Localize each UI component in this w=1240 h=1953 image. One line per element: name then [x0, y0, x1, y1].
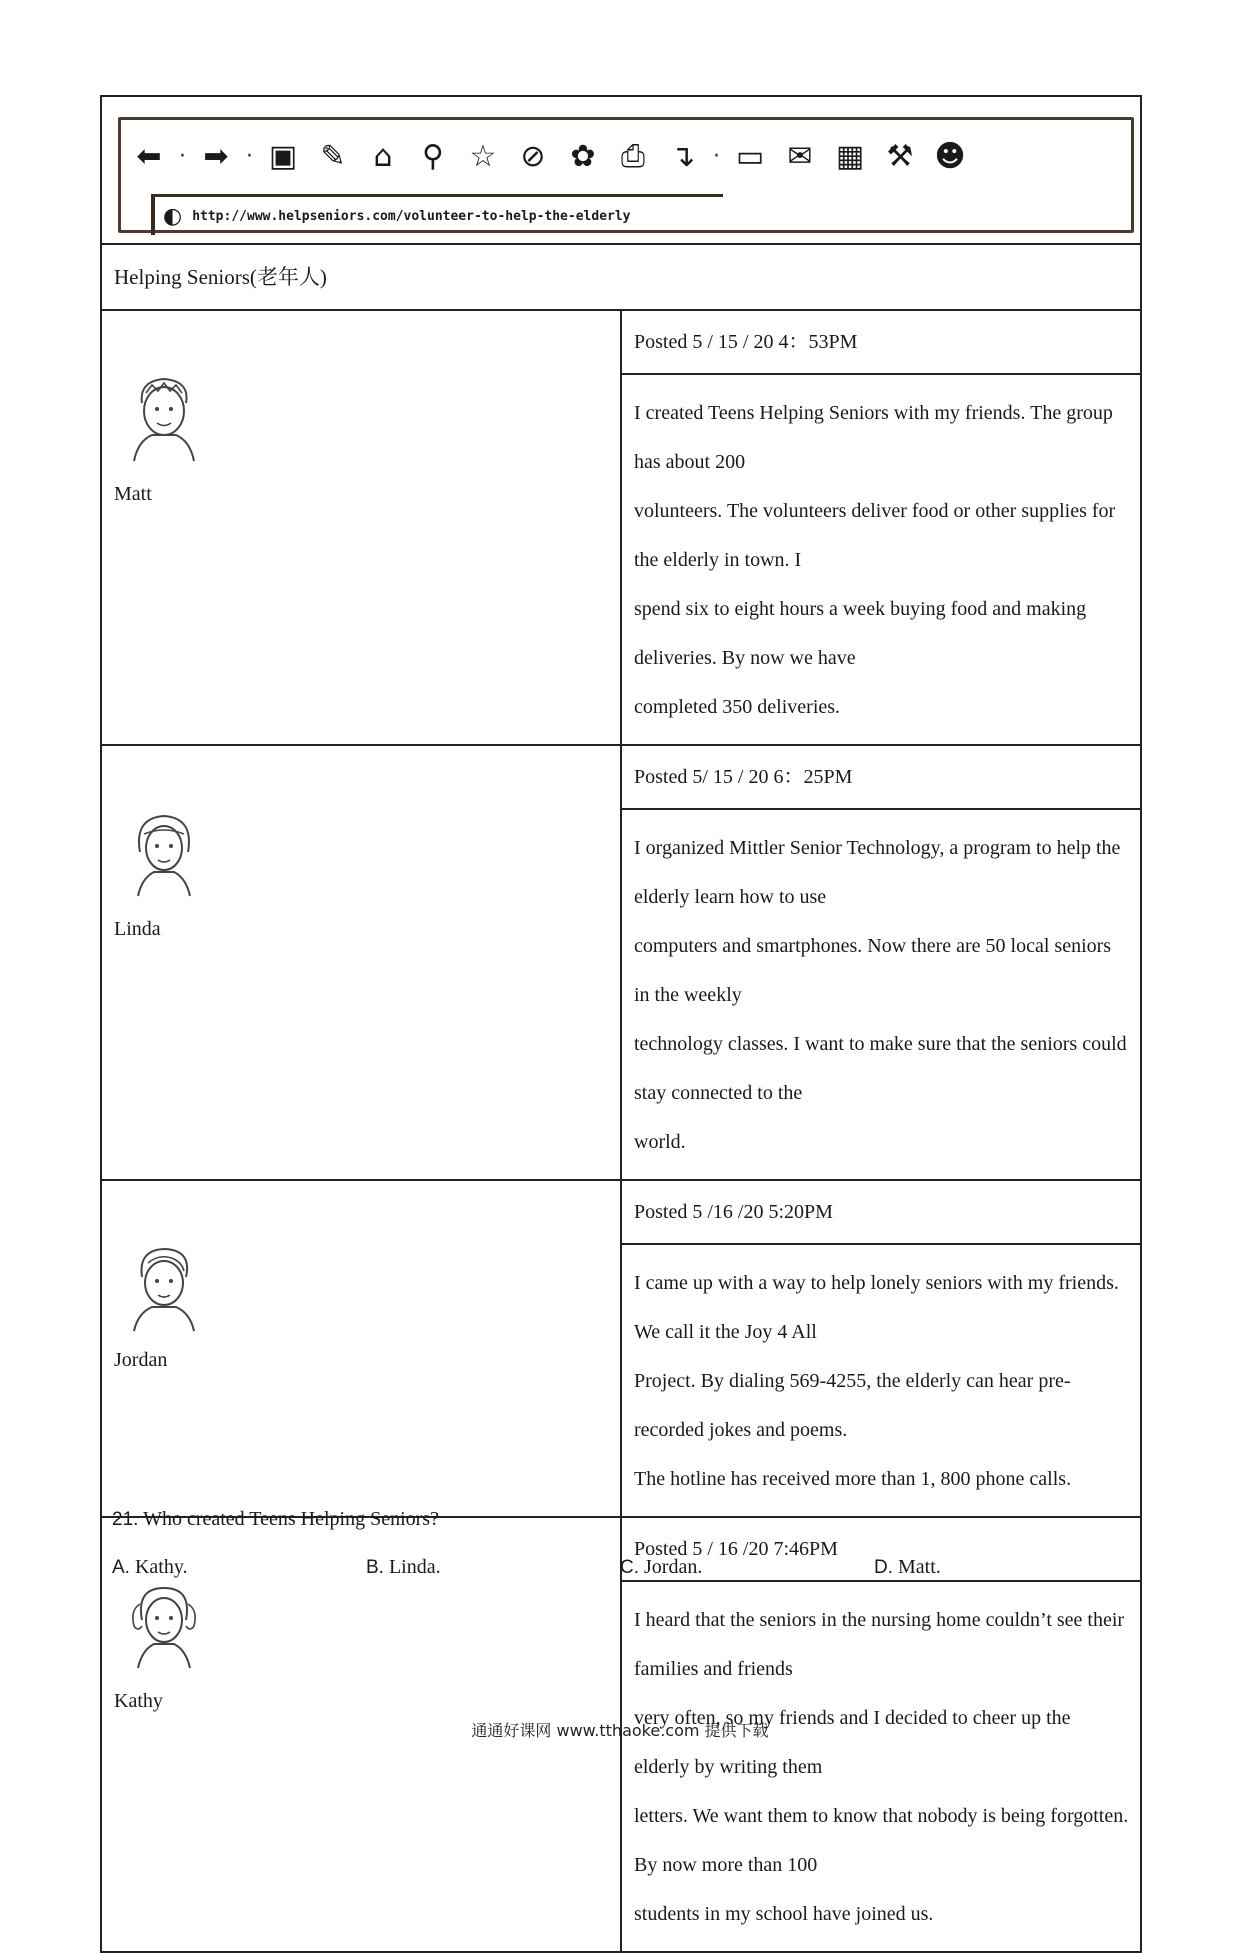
back-icon[interactable]: ⬅ — [136, 138, 162, 174]
option-letter: C. — [620, 1557, 639, 1578]
page-icon[interactable]: ▣ — [268, 138, 298, 174]
post-line: I came up with a way to help lonely seniors with my friends. We call it the Joy 4 All — [634, 1272, 1119, 1343]
avatar-boy-icon — [124, 373, 204, 463]
edit-icon[interactable]: ✎ — [320, 138, 346, 174]
author-cell — [101, 1180, 621, 1517]
post-line: students in my school have joined us. — [634, 1903, 934, 1925]
globe-icon[interactable]: ⊘ — [520, 138, 546, 174]
option-text: Matt. — [898, 1556, 941, 1578]
address-url[interactable]: http://www.helpseniors.com/volunteer-to-help-the-elderly — [192, 208, 631, 224]
calendar-icon[interactable]: ▦ — [835, 138, 865, 174]
post-timestamp: Posted 5/ 15 / 20 6：25PM — [621, 745, 1141, 809]
post-line: I organized Mittler Senior Technology, a program to help the elderly learn how to use — [634, 837, 1121, 908]
post-line: computers and smartphones. Now there are 50 local seniors in the weekly — [634, 935, 1112, 1006]
toolbar-separator: · — [713, 143, 720, 169]
star-icon[interactable]: ☆ — [469, 138, 497, 174]
address-bar[interactable] — [151, 194, 723, 235]
mail-icon[interactable]: ✉ — [787, 138, 813, 174]
option-a[interactable] — [112, 1556, 188, 1579]
author-cell — [101, 745, 621, 1180]
browser-toolbar — [129, 132, 1123, 180]
post-timestamp: Posted 5 / 16 /20 7:46PM — [621, 1517, 1141, 1581]
avatar-girl-icon — [124, 1580, 204, 1670]
window-icon[interactable]: ▭ — [735, 138, 765, 174]
page-footer: 通通好课网 www.tthaoke.com 提供下载 — [471, 1721, 769, 1740]
author-name: Jordan — [114, 1349, 168, 1371]
question-text — [112, 1508, 439, 1531]
user-icon[interactable]: ☻ — [934, 138, 966, 174]
post-line: volunteers. The volunteers deliver food or other supplies for the elderly in town. I — [634, 500, 1116, 571]
author-cell — [101, 310, 621, 745]
post-line: Project. By dialing 569-4255, the elderly can hear pre-recorded jokes and poems. — [634, 1370, 1071, 1441]
toolbar-separator: · — [179, 143, 186, 169]
option-letter: D. — [874, 1557, 893, 1578]
palette-icon[interactable]: ✿ — [570, 138, 596, 174]
question-prompt: Who created Teens Helping Seniors? — [143, 1508, 439, 1530]
browser-frame — [101, 96, 1141, 244]
document-sheet — [100, 95, 1142, 1953]
post-body — [621, 1244, 1141, 1517]
home-icon[interactable]: ⌂ — [373, 138, 393, 174]
post-body — [621, 374, 1141, 745]
author-name: Matt — [114, 483, 152, 505]
author-name: Kathy — [114, 1690, 163, 1712]
post-line: I created Teens Helping Seniors with my friends. The group has about 200 — [634, 402, 1113, 473]
post-line: completed 350 deliveries. — [634, 696, 841, 718]
option-text: Kathy. — [134, 1556, 188, 1578]
search-icon[interactable]: ⚲ — [422, 138, 444, 174]
option-d[interactable] — [874, 1556, 941, 1579]
post-timestamp: Posted 5 /16 /20 5:20PM — [621, 1180, 1141, 1244]
question-number: 21. — [112, 1509, 139, 1530]
toolbar-separator: · — [246, 143, 253, 169]
post-timestamp: Posted 5 / 15 / 20 4：53PM — [621, 310, 1141, 374]
page-title: Helping Seniors(老年人) — [101, 244, 1141, 310]
post-body — [621, 1581, 1141, 1952]
address-globe-icon: ◐ — [163, 203, 183, 229]
forward-icon[interactable]: ➡ — [203, 138, 229, 174]
post-line: technology classes. I want to make sure that the seniors could stay connected to the — [634, 1033, 1127, 1104]
avatar-boy-icon — [124, 1243, 204, 1333]
author-name: Linda — [114, 918, 161, 940]
post-line: The hotline has received more than 1, 800 phone calls. — [634, 1468, 1072, 1490]
avatar-girl-icon — [124, 808, 204, 898]
option-letter: B. — [366, 1557, 384, 1578]
post-line: letters. We want them to know that nobody is being forgotten. By now more than 100 — [634, 1805, 1129, 1876]
forum-table — [100, 95, 1142, 1953]
post-line: very often, so my friends and I decided to cheer up the elderly by writing them — [634, 1707, 1071, 1778]
post-line: spend six to eight hours a week buying food and making deliveries. By now we have — [634, 598, 1087, 669]
option-c[interactable] — [620, 1556, 702, 1579]
post-body — [621, 809, 1141, 1180]
download-icon[interactable]: ↴ — [670, 138, 696, 174]
post-line: I heard that the seniors in the nursing home couldn’t see their families and friends — [634, 1609, 1125, 1680]
option-text: Linda. — [388, 1556, 441, 1578]
option-letter: A. — [112, 1557, 130, 1578]
browser-window — [118, 117, 1134, 233]
option-b[interactable] — [366, 1556, 441, 1579]
post-line: world. — [634, 1131, 686, 1153]
print-icon[interactable]: ⎙ — [621, 138, 645, 174]
tools-icon[interactable]: ⚒ — [886, 138, 914, 174]
option-text: Jordan. — [644, 1556, 703, 1578]
